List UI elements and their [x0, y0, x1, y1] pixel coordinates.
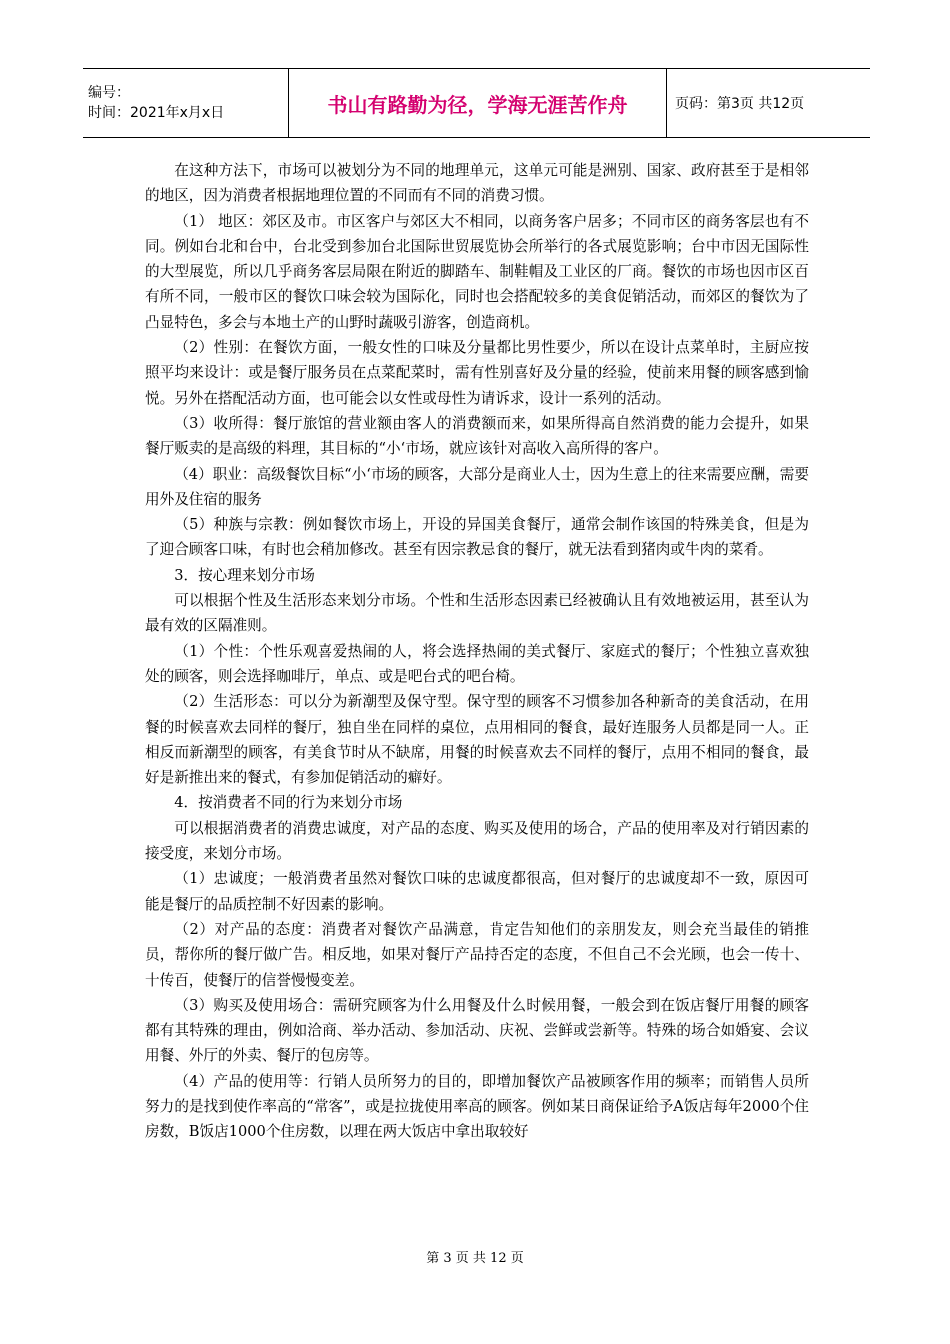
- paragraph: 在这种方法下，市场可以被划分为不同的地理单元，这单元可能是洲别、国家、政府甚至于是相邻的地区，因为消费者根据地理位置的不同而有不同的消费习惯。: [145, 162, 809, 205]
- section-heading: 3．按心理来划分市场: [174, 566, 315, 584]
- section-heading: 4．按消费者不同的行为来划分市场: [174, 794, 403, 812]
- paragraph: 可以根据消费者的消费忠诚度，对产品的态度、购买及使用的场合，产品的使用率及对行销因素的接受度，来划分市场。: [145, 819, 809, 863]
- document-body: [145, 158, 809, 1145]
- paragraph: （1） 地区：郊区及市。市区客户与郊区大不相同，以商务客户居多；不同市区的商务客层也有不同。例如台北和台中，台北受到参加台北国际世贸展览协会所举行的各式展览影响；台中市因无国际性的大型展览，所以几乎商务客层局限在附近的脚踏车、制鞋帽及工业区的厂商。餐饮的市场也因市区百有所不同，一般市区的餐饮口味会较为国际化，同时也会搭配较多的美食促销活动，而郊区的餐饮为了凸显特色，多会与本地土产的山野时蔬吸引游客，创造商机。: [145, 212, 809, 331]
- header-motto: [289, 69, 667, 137]
- paragraph: （4）产品的使用等：行销人员所努力的目的，即增加餐饮产品被顾客作用的频率；而销售人员所努力的是找到使作率高的“常客”，或是拉拢使用率高的顾客。例如某日商保证给予A饭店每年2000个住房数，B饭店1000个住房数，以理在两大饭店中拿出取较好: [145, 1072, 809, 1141]
- paragraph: （5）种族与宗教：例如餐饮市场上，开设的异国美食餐厅，通常会制作该国的特殊美食，但是为了迎合顾客口味，有时也会稍加修改。甚至有因宗教忌食的餐厅，就无法看到猪肉或牛肉的菜肴。: [145, 516, 809, 559]
- header-meta: [83, 69, 289, 137]
- paragraph: （3）收所得：餐厅旅馆的营业额由客人的消费额而来，如果所得高自然消费的能力会提升，如果餐厅贩卖的是高级的料理，其目标的“小‘市场，就应该针对高收入高所得的客户。: [145, 414, 809, 458]
- document-date: 时间：2021年x月x日: [88, 105, 225, 121]
- paragraph: （1）个性：个性乐观喜爱热闹的人，将会选择热闹的美式餐厅、家庭式的餐厅；个性独立喜欢独处的顾客，则会选择咖啡厅，单点、或是吧台式的吧台椅。: [145, 642, 809, 685]
- footer-page-number: 第 3 页 共 12 页: [426, 1251, 524, 1266]
- page-info-text: 页码：第3页 共12页: [675, 96, 805, 112]
- paragraph: （2）性别：在餐饮方面，一般女性的口味及分量都比男性要少，所以在设计点菜单时，主厨应按照平均来设计：或是餐厅服务员在点菜配菜时，需有性别喜好及分量的经验，使前来用餐的顾客感到愉悦。另外在搭配活动方面，也可能会以女性或母性为请诉求，设计一系列的活动。: [145, 339, 809, 407]
- paragraph: 可以根据个性及生活形态来划分市场。个性和生活形态因素已经被确认且有效地被运用，甚至认为最有效的区隔准则。: [145, 592, 809, 635]
- page-header: [83, 68, 870, 138]
- header-page-info: [667, 69, 870, 137]
- paragraph: （3）购买及使用场合：需研究顾客为什么用餐及什么时候用餐，一般会到在饭店餐厅用餐的顾客都有其特殊的理由，例如洽商、举办活动、参加活动、庆祝、尝鲜或尝新等。特殊的场合如婚宴、会议用餐、外厅的外卖、餐厅的包房等。: [145, 996, 809, 1065]
- paragraph: （1）忠诚度；一般消费者虽然对餐饮口味的忠诚度都很高，但对餐厅的忠诚度却不一致，原因可能是餐厅的品质控制不好因素的影响。: [145, 870, 809, 913]
- paragraph: （4）职业：高级餐饮目标“小‘市场的顾客，大部分是商业人士，因为生意上的往来需要应酬，需要用外及住宿的服务: [145, 465, 809, 508]
- document-number: 编号：: [88, 85, 130, 101]
- paragraph: （2）对产品的态度：消费者对餐饮产品满意，肯定告知他们的亲朋发友，则会充当最佳的销推员，帮你所的餐厅做广告。相反地，如果对餐厅产品持否定的态度，不但自己不会光顾，也会一传十、十传百，使餐厅的信誉慢慢变差。: [145, 920, 809, 989]
- page-footer: [0, 1247, 950, 1266]
- paragraph: （2）生活形态：可以分为新潮型及保守型。保守型的顾客不习惯参加各种新奇的美食活动，在用餐的时候喜欢去同样的餐厅，独自坐在同样的桌位，点用相同的餐食，最好连服务人员都是同一人。正相反而新潮型的顾客，有美食节时从不缺席，用餐的时候喜欢去不同样的餐厅，点用不相同的餐食，最好是新推出来的餐式，有参加促销活动的癖好。: [145, 693, 809, 787]
- motto-text: 书山有路勤为径，学海无涯苦作舟: [327, 92, 628, 117]
